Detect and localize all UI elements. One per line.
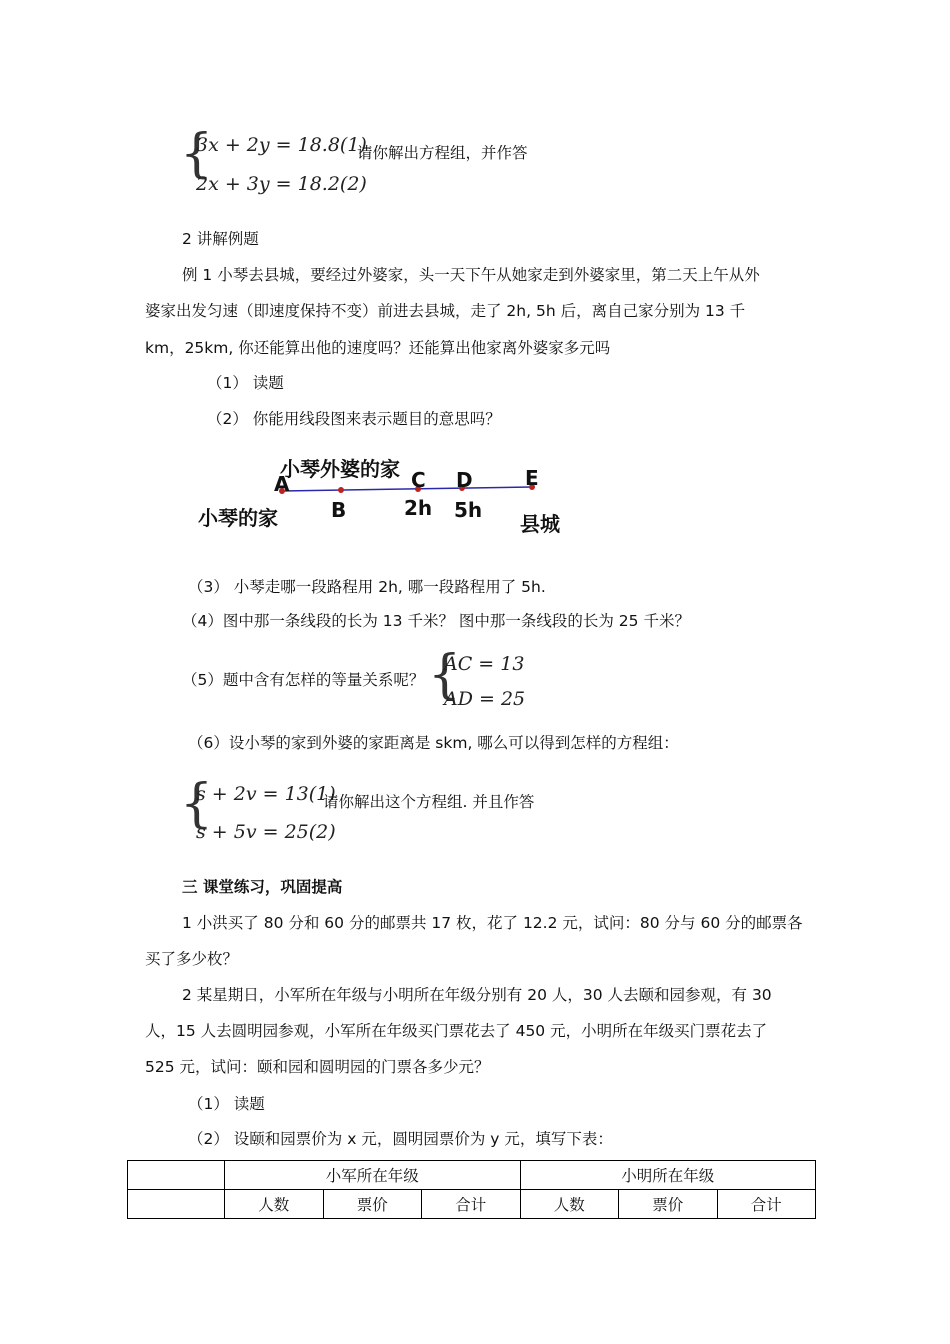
- step-item: （3） 小琴走哪一段路程用 2h, 哪一段路程用了 5h.: [188, 578, 546, 596]
- table-row: [128, 1190, 816, 1219]
- segment-line: [282, 487, 532, 491]
- paragraph-line: 人，15 人去圆明园参观，小军所在年级买门票花去了 450 元，小明所在年级买门票花去了: [145, 1022, 768, 1040]
- system1-prompt: 请你解出方程组，并作答: [357, 144, 528, 162]
- point-label-a: A: [274, 472, 290, 496]
- paragraph-line: km，25km, 你还能算出他的速度吗？还能算出他家离外婆家多元吗: [145, 339, 611, 357]
- table-row: [128, 1161, 816, 1190]
- paragraph-line: 1 小洪买了 80 分和 60 分的邮票共 17 枚，花了 12.2 元，试问：80 分与 60 分的邮票各: [182, 914, 803, 932]
- fill-in-table: [127, 1160, 816, 1219]
- grandma-home-label: 小琴外婆的家: [280, 457, 400, 481]
- point-label-b: B: [331, 498, 347, 522]
- step-item: （2） 设颐和园票价为 x 元，圆明园票价为 y 元，填写下表：: [188, 1130, 613, 1148]
- paragraph-line: 婆家出发匀速（即速度保持不变）前进去县城，走了 2h, 5h 后，离自己家分别为 13 千: [145, 302, 746, 320]
- table-cell-empty: [128, 1190, 225, 1219]
- equation-ad: AD = 25: [444, 688, 526, 710]
- step-item: （1） 读题: [207, 374, 284, 392]
- section-title: 2 讲解例题: [182, 230, 259, 248]
- county-label: 县城: [520, 512, 560, 536]
- equation-2: 2x + 3y = 18.2(2): [196, 173, 367, 195]
- step-item: （4）图中那一条线段的长为 13 千米？ 图中那一条线段的长为 25 千米？: [182, 612, 690, 630]
- left-brace: {: [428, 645, 462, 705]
- left-brace: {: [180, 774, 214, 834]
- point-label-e: E: [525, 466, 539, 490]
- table-subheader: 人数: [225, 1190, 324, 1219]
- paragraph-line: 例 1 小琴去县城，要经过外婆家，头一天下午从她家走到外婆家里，第二天上午从外: [182, 266, 760, 284]
- paragraph-line: 买了多少枚？: [145, 950, 239, 968]
- point-label-d: D: [456, 468, 473, 492]
- point-label-c: C: [411, 468, 426, 492]
- step-item: （2） 你能用线段图来表示题目的意思吗？: [207, 410, 501, 428]
- system2-prompt: 请你解出这个方程组. 并且作答: [323, 793, 535, 811]
- table-cell-empty: [128, 1161, 225, 1190]
- table-subheader: 人数: [520, 1190, 619, 1219]
- home-label: 小琴的家: [198, 506, 278, 530]
- equation-2: s + 5v = 25(2): [196, 821, 336, 843]
- table-subheader: 票价: [619, 1190, 718, 1219]
- point-b: [338, 487, 344, 493]
- equation-1: s + 2v = 13(1): [196, 783, 336, 805]
- table-header-group: 小明所在年级: [520, 1161, 816, 1190]
- equation-ac: AC = 13: [444, 653, 525, 675]
- time-label-c: 2h: [404, 496, 433, 520]
- table-subheader: 合计: [717, 1190, 816, 1219]
- step-item: （1） 读题: [188, 1095, 265, 1113]
- step-item: （6）设小琴的家到外婆的家距离是 skm, 哪么可以得到怎样的方程组：: [188, 734, 679, 752]
- paragraph-line: 525 元，试问：颐和园和圆明园的门票各多少元？: [145, 1058, 490, 1076]
- table-subheader: 票价: [323, 1190, 422, 1219]
- step-item: （5）题中含有怎样的等量关系呢？: [182, 671, 425, 689]
- equation-1: 3x + 2y = 18.8(1): [196, 134, 367, 156]
- line-segment-diagram: [0, 0, 950, 560]
- left-brace: {: [180, 124, 214, 184]
- time-label-d: 5h: [454, 498, 483, 522]
- table-header-group: 小军所在年级: [225, 1161, 521, 1190]
- paragraph-line: 2 某星期日，小军所在年级与小明所在年级分别有 20 人，30 人去颐和园参观，有 30: [182, 986, 772, 1004]
- table-subheader: 合计: [422, 1190, 521, 1219]
- section-title: 三 课堂练习，巩固提高: [182, 878, 343, 896]
